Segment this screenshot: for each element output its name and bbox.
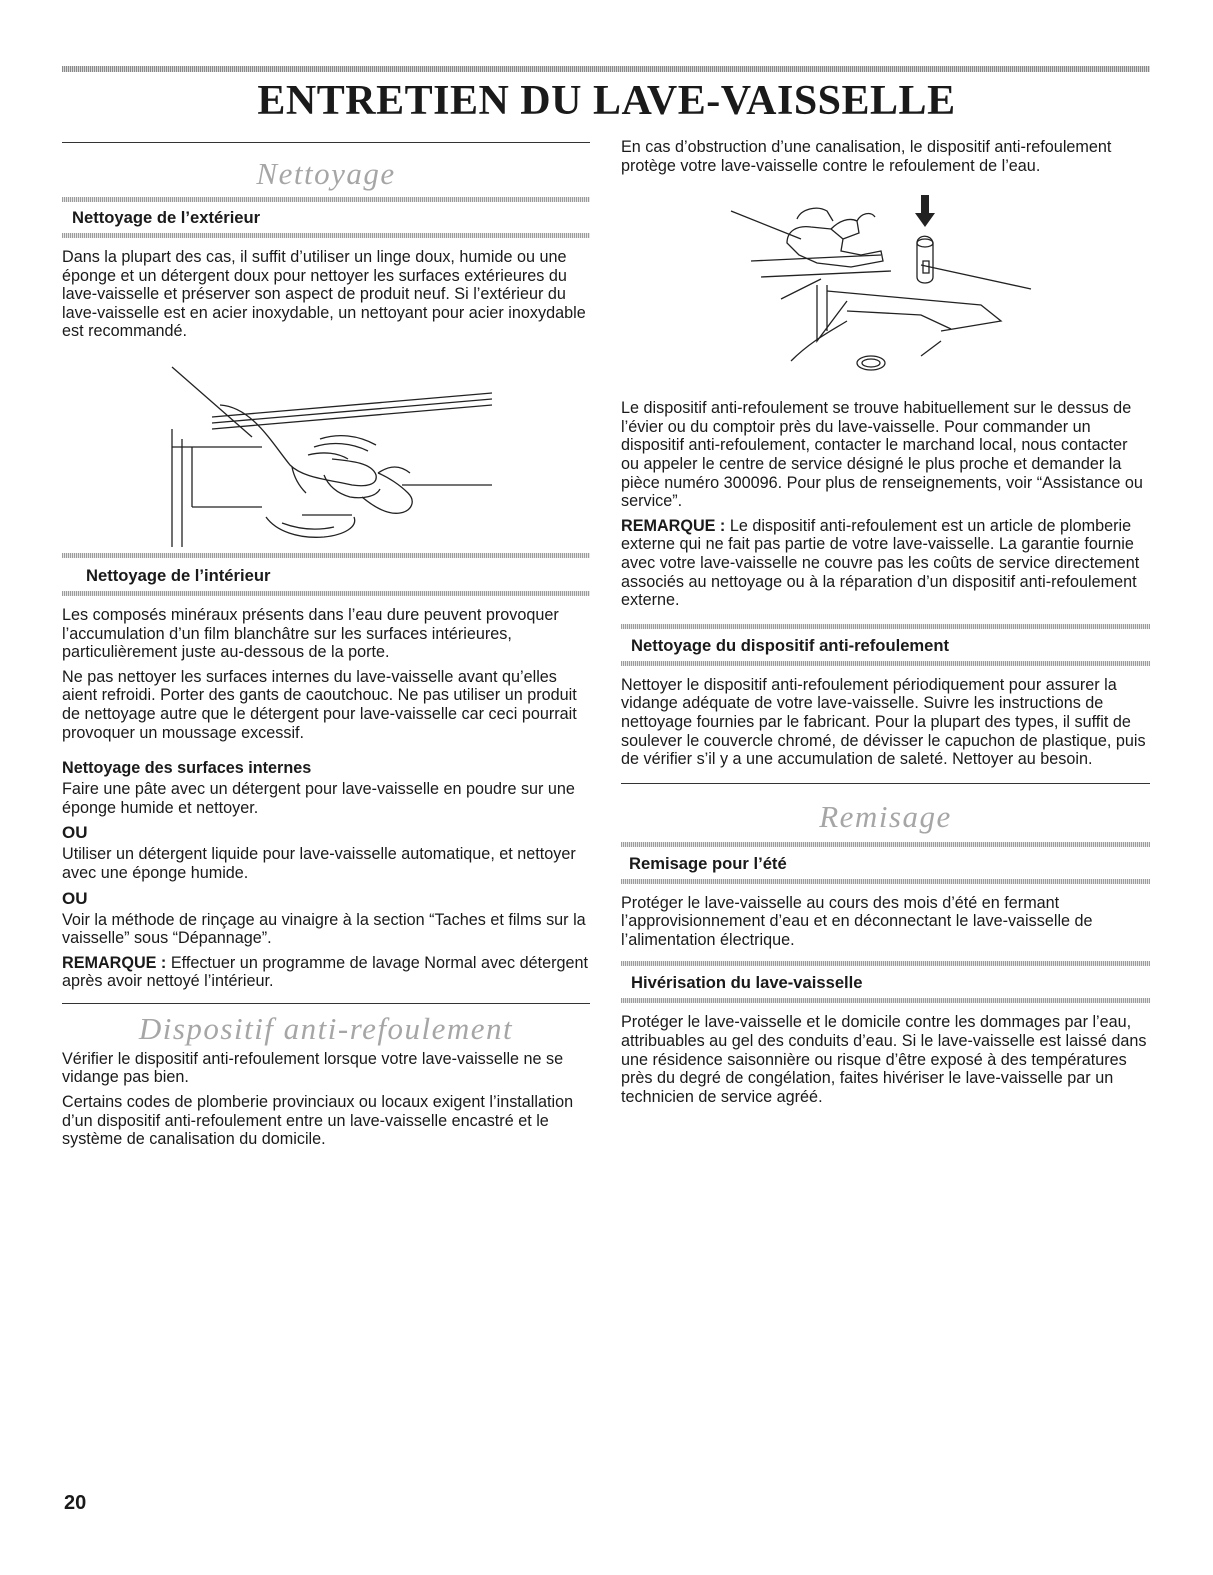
hatch-rule — [621, 879, 1150, 884]
note-label: REMARQUE : — [62, 953, 167, 972]
note-label: REMARQUE : — [621, 516, 726, 535]
cleaning-option-1: Faire une pâte avec un détergent pour lave-vaisselle en poudre sur une éponge humide et nettoyer. — [62, 780, 575, 817]
antireflux-body-1: Vérifier le dispositif anti-refoulement lorsque votre lave-vaisselle ne se vidange pas bien. — [62, 1049, 564, 1087]
antireflux-note — [621, 517, 1150, 610]
heading-internal-surfaces: Nettoyage des surfaces internes — [62, 759, 312, 778]
winterization-body: Protéger le lave-vaisselle et le domicile contre les dommages par l’eau, attribuables au gel des conduits d’eau. Si le lave-vaisselle est laissé dans une résidence saisonnière ou risque d’être exposé à des températures près du degré de congélation, faites hivériser le lave-vaisselle par un technicien de service agréé. — [621, 1013, 1147, 1106]
hatch-rule — [621, 624, 1150, 629]
hatch-rule — [621, 661, 1150, 666]
top-hatched-rule — [62, 66, 1150, 72]
page-number: 20 — [64, 1492, 87, 1514]
section-rule — [621, 783, 1150, 784]
section-rule — [62, 1003, 590, 1004]
exterior-body: Dans la plupart des cas, il suffit d’utiliser un linge doux, humide ou une éponge et un détergent doux pour nettoyer les surfaces extérieures du lave-vaisselle et préserver son aspect de produit neuf. Si l’extérieur du lave-vaisselle est en acier inoxydable, un nettoyant pour acier inoxydable est recommandé. — [62, 248, 586, 341]
cleaning-option-3: Voir la méthode de rinçage au vinaigre à la section “Taches et films sur la vaisselle” sous “Dépannage”. — [62, 910, 586, 948]
left-column — [62, 138, 590, 1155]
section-title-antireflux: Dispositif anti-refoulement — [138, 1010, 514, 1046]
heading-exterior: Nettoyage de l’extérieur — [72, 208, 261, 227]
note-text: Effectuer un programme de lavage Normal avec détergent après avoir nettoyé l’intérieur. — [62, 953, 589, 991]
interior-body-2: Ne pas nettoyer les surfaces internes du lave-vaisselle avant qu’elles aient refroidi. Porter des gants de caoutchouc. Ne pas utiliser un produit de nettoyage autre que le détergent pour lave-vaisselle car ceci pourrait provoquer un moussage excessif. — [62, 667, 577, 742]
heading-summer-storage: Remisage pour l’été — [629, 853, 787, 873]
antireflux-location: Le dispositif anti-refoulement se trouve habituellement sur le dessus de l’évier ou du comptoir près du lave-vaisselle. Pour commander un dispositif anti-refoulement, contacter le marchand local, nous contacter ou appeler le centre de service désigné le plus proche et demander la pièce numéro 300096. Pour plus de renseignements, voir “Assistance ou service”. — [621, 399, 1143, 511]
wiping-illustration — [62, 347, 590, 547]
hatch-rule — [621, 842, 1150, 847]
section-title-remisage: Remisage — [819, 798, 952, 834]
down-arrow-icon — [915, 195, 935, 227]
note-text: Le dispositif anti-refoulement est un article de plomberie externe qui ne fait pas partie de votre lave-vaisselle. La garantie fournie avec votre lave-vaisselle ne couvre pas les coûts de service directement associés au nettoyage ou à la réparation d’un dispositif anti-refoulement externe. — [621, 516, 1140, 610]
antireflux-intro: En cas d’obstruction d’une canalisation, le dispositif anti-refoulement protège votre lave-vaisselle contre le refoulement de l’eau. — [621, 138, 1112, 175]
right-column — [621, 138, 1150, 1112]
section-rule — [62, 142, 590, 143]
hatch-rule — [62, 553, 590, 558]
page-title: ENTRETIEN DU LAVE-VAISSELLE — [257, 78, 956, 124]
heading-winterization: Hivérisation du lave-vaisselle — [631, 973, 863, 993]
antireflux-cleaning-body: Nettoyer le dispositif anti-refoulement périodiquement pour assurer la vidange adéquate de votre lave-vaisselle. Suivre les instructions de nettoyage fournies par le fabricant. Pour la plupart des types, il suffit de soulever le couvercle chromé, de dévisser le capuchon de plastique, puis de vérifier s’il y a une accumulation de saleté. Nettoyer au besoin. — [621, 675, 1146, 769]
heading-interior: Nettoyage de l’intérieur — [86, 565, 271, 585]
hatch-rule — [62, 591, 590, 596]
heading-antireflux-cleaning: Nettoyage du dispositif anti-refoulement — [631, 635, 950, 655]
cleaning-option-2: Utiliser un détergent liquide pour lave-vaisselle automatique, et nettoyer avec une éponge humide. — [62, 845, 576, 882]
antireflux-body-2: Certains codes de plomberie provinciaux ou locaux exigent l’installation d’un dispositif anti-refoulement entre un lave-vaisselle encastré et le système de canalisation du domicile. — [62, 1093, 574, 1149]
hatch-rule — [621, 998, 1150, 1003]
hatch-rule — [62, 197, 590, 202]
interior-body-1: Les composés minéraux présents dans l’eau dure peuvent provoquer l’accumulation d’un film blanchâtre sur les surfaces intérieures, particulièrement juste au-dessous de la porte. — [62, 605, 559, 662]
hatch-rule — [62, 233, 590, 238]
hatch-rule — [621, 961, 1150, 966]
sink-airgap-illustration — [621, 181, 1150, 391]
section-title-nettoyage: Nettoyage — [256, 156, 396, 191]
interior-note — [62, 954, 590, 991]
or-label: OU — [62, 823, 88, 843]
summer-storage-body: Protéger le lave-vaisselle au cours des mois d’été en fermant l’approvisionnement d’eau et en déconnectant le lave-vaisselle de l’alimentation électrique. — [621, 893, 1093, 949]
or-label: OU — [62, 888, 88, 908]
